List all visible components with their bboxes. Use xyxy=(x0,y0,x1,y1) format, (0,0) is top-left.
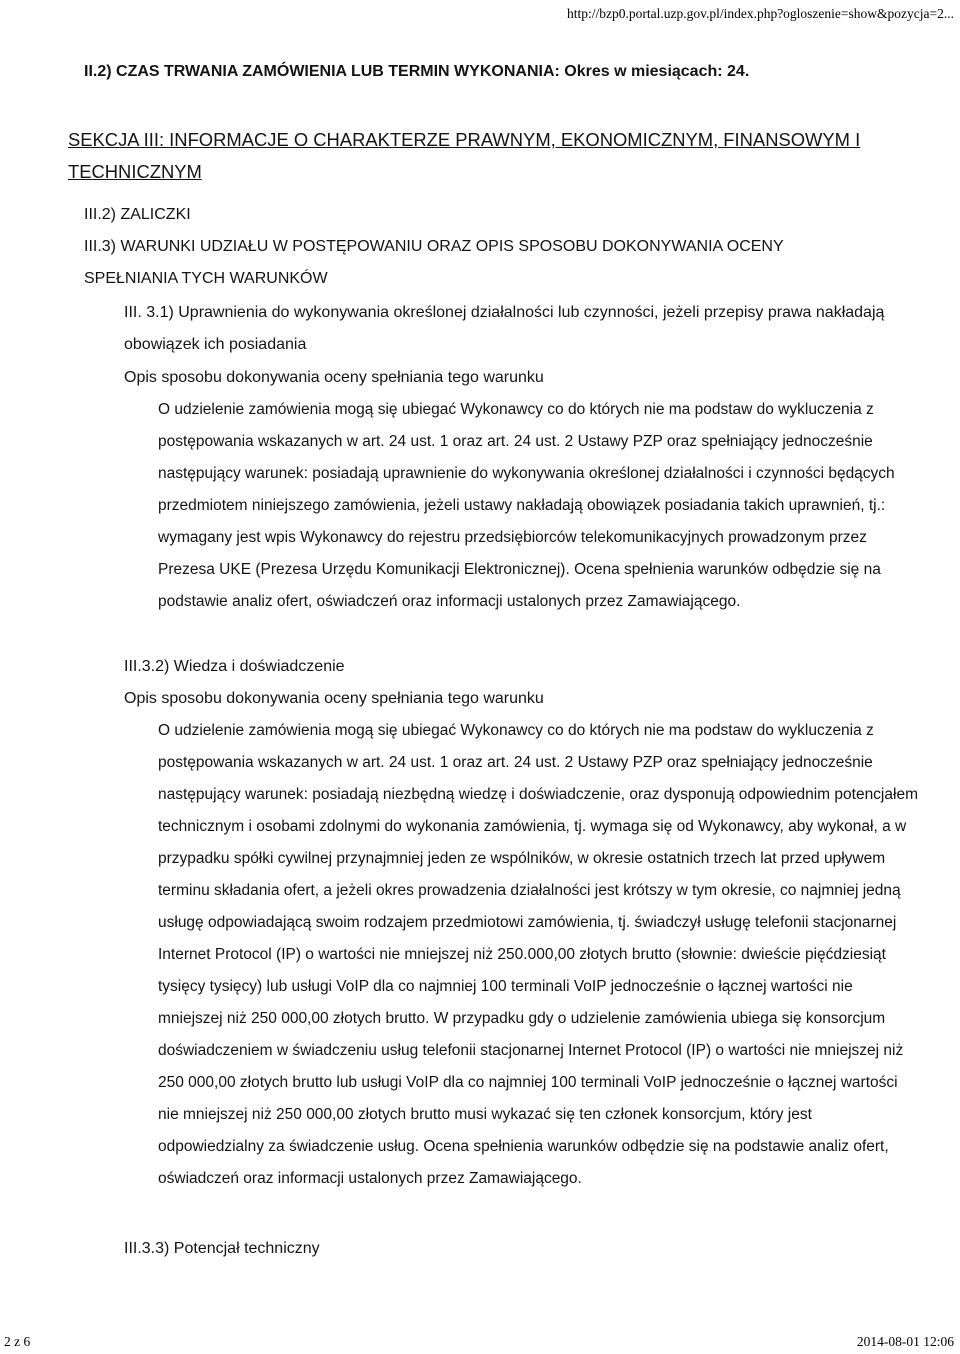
advances-heading: III.2) ZALICZKI xyxy=(84,206,191,223)
duration-line: II.2) CZAS TRWANIA ZAMÓWIENIA LUB TERMIN WYKONANIA: Okres w miesiącach: 24. xyxy=(84,63,750,80)
condition-1-desc-label: Opis sposobu dokonywania oceny spełniania tego warunku xyxy=(124,369,544,386)
condition-2-desc-label: Opis sposobu dokonywania oceny spełniania tego warunku xyxy=(124,690,544,707)
section-title: SEKCJA III: INFORMACJE O CHARAKTERZE PRAWNYM, EKONOMICZNYM, FINANSOWYM I TECHNICZNYM xyxy=(68,129,861,182)
conditions-heading: III.3) WARUNKI UDZIAŁU W POSTĘPOWANIU ORAZ OPIS SPOSOBU DOKONYWANIA OCENY SPEŁNIANIA TYCH WARUNKÓW xyxy=(84,238,784,287)
print-footer-page: 2 z 6 xyxy=(4,1334,31,1349)
print-footer-datetime: 2014-08-01 12:06 xyxy=(856,1334,954,1349)
condition-2-heading: III.3.2) Wiedza i doświadczenie xyxy=(124,658,345,675)
condition-3-heading: III.3.3) Potencjał techniczny xyxy=(124,1240,320,1257)
print-header-url: http://bzp0.portal.uzp.gov.pl/index.php?ogloszenie=show&pozycja=2... xyxy=(566,6,954,21)
condition-2-body: O udzielenie zamówienia mogą się ubiegać Wykonawcy co do których nie ma podstaw do wykluczenia z postępowania wskazanych w art. 24 ust. 1 oraz art. 24 ust. 2 Ustawy PZP oraz spełniający jednocześnie następujący warunek: posiadają niezbędną wiedzę i doświadczenie, oraz dysponują odpowiednim potencjałem technicznym i osobami zdolnymi do wykonania zamówienia, tj. wymaga się od Wykonawcy, aby wykonał, a w przypadku spółki cywilnej przynajmniej jeden ze wspólników, w okresie ostatnich trzech lat przed upływem terminu składania ofert, a jeżeli okres prowadzenia działalności jest krótszy w tym okresie, co najmniej jedną usługę odpowiadającą swoim rodzajem przedmiotowi zamówienia, tj. świadczył usługę telefonii stacjonarnej Internet Protocol (IP) o wartości nie mniejszej niż 250.000,00 złotych brutto (słownie: dwieście pięćdziesiąt tysięcy tysięcy) lub usługi VoIP dla co najmniej 100 terminali VoIP jednocześnie o łącznej wartości nie mniejszej niż 250 000,00 złotych brutto. W przypadku gdy o udzielenie zamówienia ubiega się konsorcjum doświadczeniem w świadczeniu usług telefonii stacjonarnej Internet Protocol (IP) o wartości nie mniejszej niż 250 000,00 złotych brutto lub usługi VoIP dla co najmniej 100 terminali VoIP jednocześnie o łącznej wartości nie mniejszej niż 250 000,00 złotych brutto musi wykazać się ten członek konsorcjum, który jest odpowiedzialny za świadczenie usług. Ocena spełnienia warunków odbędzie się na podstawie analiz ofert, oświadczeń oraz informacji ustalonych przez Zamawiającego. xyxy=(158,722,918,1187)
condition-1-heading: III. 3.1) Uprawnienia do wykonywania określonej działalności lub czynności, jeżeli przepisy prawa nakładają obowiązek ich posiadania xyxy=(124,304,885,353)
condition-1-body: O udzielenie zamówienia mogą się ubiegać Wykonawcy co do których nie ma podstaw do wykluczenia z postępowania wskazanych w art. 24 ust. 1 oraz art. 24 ust. 2 Ustawy PZP oraz spełniający jednocześnie następujący warunek: posiadają uprawnienie do wykonywania określonej działalności i czynności będących przedmiotem niniejszego zamówienia, jeżeli ustawy nakładają obowiązek posiadania takich uprawnień, tj.: wymagany jest wpis Wykonawcy do rejestru przedsiębiorców telekomunikacyjnych prowadzonym przez Prezesa UKE (Prezesa Urzędu Komunikacji Elektronicznej). Ocena spełnienia warunków odbędzie się na podstawie analiz ofert, oświadczeń oraz informacji ustalonych przez Zamawiającego. xyxy=(158,401,895,610)
